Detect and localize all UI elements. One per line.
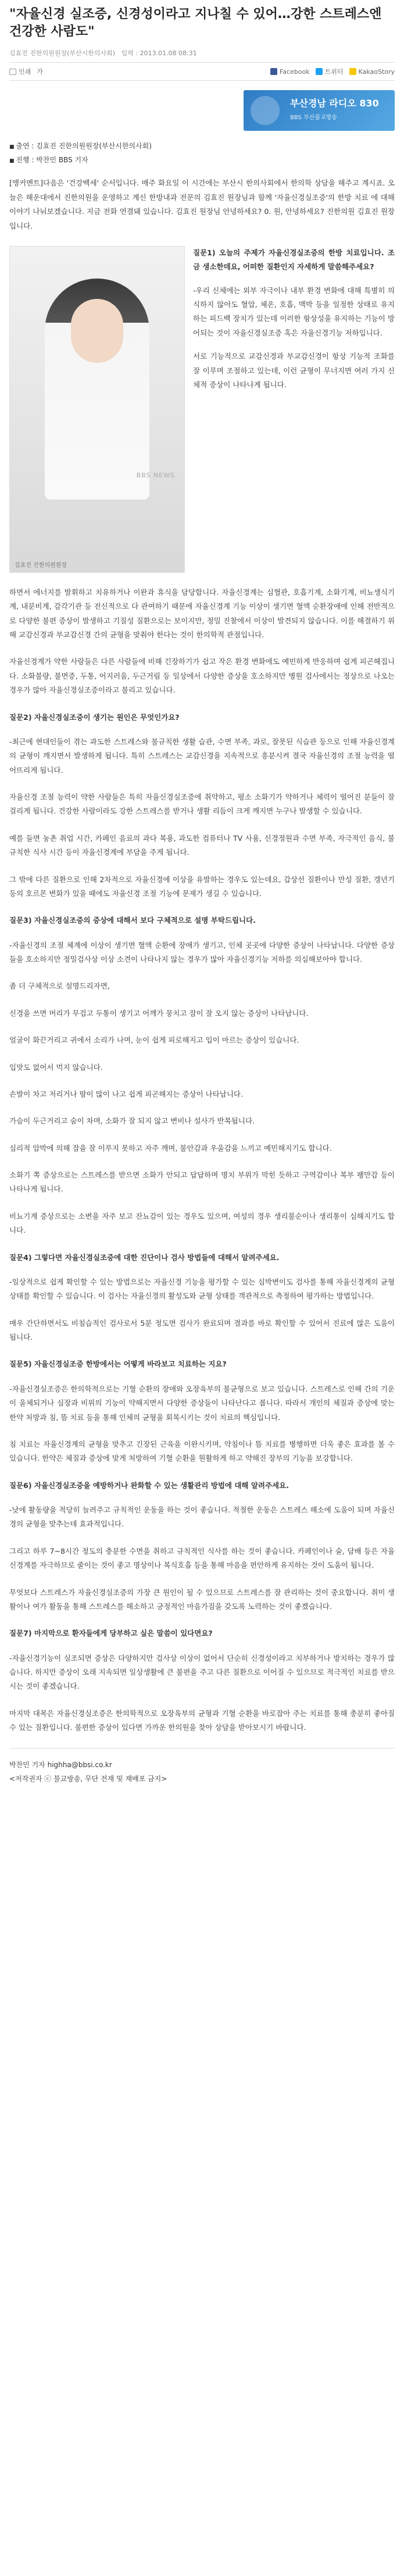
- print-button[interactable]: 인쇄: [9, 67, 31, 76]
- body-paragraph: -자율신경의 조절 체계에 이상이 생기면 혈액 순환에 장애가 생기고, 인체 곳곳에 다양한 증상이 나타납니다. 다양한 증상들을 호소하지만 정밀검사상 이상 소견이 나타나지 않는 경우가 많아 자율신경기능 저하를 의심해보아야 합니다.: [9, 940, 395, 964]
- host-line: ■ 진행 : 박찬민 BBS 기자: [9, 153, 395, 167]
- article-headline: "자율신경 실조증, 신경성이라고 지나칠 수 있어…강한 스트레스엔 건강한 사람도": [9, 7, 382, 39]
- feature-side-text: [193, 246, 395, 573]
- body-paragraph: 침 치료는 자율신경계의 균형을 맞추고 긴장된 근육을 이완시키며, 약침이나 뜸 치료를 병행하면 더욱 좋은 효과를 볼 수 있습니다. 한약은 체질과 증상에 맞게 처방하여 기혈 순환을 원활하게 하고 약해진 장부의 기능을 보강합니다.: [9, 1439, 395, 1463]
- kakaostory-share-button[interactable]: KakaoStory: [349, 68, 395, 76]
- body-paragraph: -낮에 활동량을 적당히 늘려주고 규칙적인 운동을 하는 것이 좋습니다. 적절한 운동은 스트레스 해소에 도움이 되며 자율신경의 균형을 맞추는데 효과적입니다.: [9, 1505, 395, 1529]
- body-paragraph: -일상적으로 쉽게 확인할 수 있는 방법으로는 자율신경 기능을 평가할 수 있는 심박변이도 검사를 통해 자율신경계의 균형 상태를 확인할 수 있습니다. 이 검사는 자율신경의 활성도와 균형 상태를 객관적으로 측정하여 평가하는 방법입니다.: [9, 1277, 395, 1301]
- publish-date: 입력 : 2013.01.08 08:31: [121, 49, 197, 58]
- font-size-button[interactable]: [37, 67, 43, 76]
- body-paragraph: 예를 들면 농촌 취업 시간, 카페인 음료의 과다 복용, 과도한 컴퓨터나 TV 사용, 신경정원과 수면 부족, 자극적인 음식, 불규칙한 식사 시간 등이 자율신경계에 부담을 주게 됩니다.: [9, 833, 395, 857]
- body-paragraph: 매우 간단하면서도 비침습적인 검사로서 5분 정도면 검사가 완료되며 결과를 바로 확인할 수 있어서 진료에 많은 도움이 됩니다.: [9, 1318, 395, 1341]
- question-heading: 질문2) 자율신경실조증이 생기는 원인은 무엇인가요?: [9, 712, 180, 722]
- body-paragraph: 비뇨기계 증상으로는 소변을 자주 보고 잔뇨감이 있는 경우도 있으며, 여성의 경우 생리불순이나 생리통이 심해지기도 합니다.: [9, 1211, 395, 1235]
- banner-title: 부산경남 라디오 830: [290, 98, 379, 109]
- banner-subtitle: BBS 부산불교방송: [290, 115, 338, 122]
- body-paragraph: 자율신경계가 약한 사람들은 다른 사람들에 비해 긴장하기가 쉽고 작은 환경 변화에도 예민하게 반응하며 쉽게 피곤해집니다. 소화불량, 불면증, 두통, 어지러움, 두근거림 등 일상에서 다양한 증상을 호소하지만 병원 검사에서는 정상으로 나오는 경우가 많아 자율신경실조증이라고 불리고 있습니다.: [9, 657, 395, 695]
- photo-watermark: BBS NEWS: [136, 471, 175, 479]
- body-paragraph: 무엇보다 스트레스가 자율신경실조증의 가장 큰 원인이 될 수 있으므로 스트레스를 잘 관리하는 것이 중요합니다. 취미 생활이나 여가 활동을 통해 스트레스를 해소하고 긍정적인 마음가짐을 갖도록 노력하는 것이 좋겠습니다.: [9, 1587, 395, 1611]
- body-paragraph: 자율신경 조절 능력이 약한 사람들은 특히 자율신경실조증에 취약하고, 평소 소화기가 약하거나 체력이 떨어진 분들이 잘 걸리게 됩니다. 건강한 사람이라도 강한 스트레스를 받거나 생활 리듬이 크게 깨지면 누구나 발생할 수 있습니다.: [9, 793, 395, 816]
- article-toolbar: [9, 62, 395, 81]
- body-paragraph: 마지막 대목은 자율신경실조증은 한의학적으로 오장육부의 균형과 기혈 순환을 바로잡아 주는 치료를 통해 충분히 좋아질 수 있는 질환입니다. 불편한 증상이 있다면 가까운 한의원을 찾아 상담을 받아보시기 바랍니다.: [9, 1708, 395, 1732]
- twitter-share-button[interactable]: 트위터: [316, 67, 344, 76]
- body-paragraph: 소화기 쪽 증상으로는 스트레스를 받으면 소화가 안되고 답답하며 명치 부위가 막힌 듯하고 구역감이나 복부 팽만감 등이 나타나게 됩니다.: [9, 1171, 395, 1194]
- reporter-line: 박찬민 기자 highha@bbsi.co.kr: [9, 1760, 112, 1769]
- radio-banner[interactable]: [244, 90, 395, 131]
- body-paragraph: 손발이 차고 저리거나 땀이 많이 나고 쉽게 피곤해지는 증상이 나타납니다.: [9, 1089, 243, 1098]
- banner-logo-icon: [251, 96, 280, 125]
- body-paragraph: 얼굴이 화끈거리고 귀에서 소리가 나며, 눈이 쉽게 피로해지고 입이 마르는 증상이 있습니다.: [9, 1036, 299, 1045]
- article-byline: [9, 48, 395, 58]
- copyright-line: <저작권자 ⓒ 불교방송, 무단 전재 및 재배포 금지>: [9, 1774, 167, 1783]
- print-icon: [9, 69, 16, 75]
- question-heading: 질문3) 자율신경실조증의 증상에 대해서 보다 구체적으로 설명 부탁드립니다.: [9, 916, 256, 925]
- question-heading: 질문6) 자율신경실조증을 예방하거나 완화할 수 있는 생활관리 방법에 대해 알려주세요.: [9, 1480, 289, 1490]
- body-paragraph: -자율신경실조증은 한의학적으로는 기혈 순환의 장애와 오장육부의 불균형으로 보고 있습니다. 스트레스로 인해 간의 기운이 울체되거나 심장과 비위의 기능이 약해지면서 다양한 증상들이 나타난다고 봅니다. 따라서 개인의 체질과 증상에 맞는 한약 처방과 침, 뜸 치료 등을 통해 인체의 균형을 회복시키는 것이 치료의 핵심입니다.: [9, 1384, 395, 1422]
- twitter-icon: [316, 68, 323, 75]
- photo-caption: 김효진 진한의원원장: [15, 562, 67, 569]
- author: 김효진 진한의원원장(부산시한의사회): [9, 49, 116, 58]
- question-heading: 질문7) 마지막으로 환자들에게 당부하고 싶은 말씀이 있다면요?: [9, 1629, 213, 1638]
- guest-info: [9, 139, 395, 167]
- body-paragraph: 신경을 쓰면 머리가 무겁고 두통이 생기고 어깨가 뭉치고 잠이 잘 오지 않는 증상이 나타납니다.: [9, 1008, 309, 1018]
- facebook-icon: [270, 68, 277, 75]
- intro-paragraph: [앵커멘트]다음은 '건강백세' 순서입니다. 매주 화요일 이 시간에는 부산시 한의사회에서 한의학 상담을 해주고 계시죠. 오늘은 해운대에서 진한의원을 운영하고 계신 한방내과 전문의 김효진 원장님과 함께 '자율신경실조증'의 한방 치료 에 대해 이야기 나눠보겠습니다. 지금 전화 연결돼 있습니다. 김효진 원장님 안녕하세요? 0. 원, 안녕하세요? 진한의원 김효진 원장입니다.: [9, 179, 395, 230]
- answer-paragraph: -우리 신체에는 외부 자극이나 내부 환경 변화에 대해 특별히 의식하지 않아도 혈압, 체온, 호흡, 맥박 등을 일정한 상태로 유지하는 피드백 장치가 있는데 이러한 항상성을 유지하는 기능이 방어되는 것이 자율신경실조증 혹은 자율신경기능 저하입니다.: [193, 286, 395, 337]
- kakaostory-icon: [349, 68, 356, 75]
- question-1: 질문1) 오늘의 주제가 자율신경실조증의 한방 치료입니다. 조금 생소한데요, 어떠한 질환인지 자세하게 말씀해주세요?: [193, 248, 395, 272]
- guest-line: ■ 출연 : 김효진 진한의원원장(부산시한의사회): [9, 139, 395, 153]
- article-footer: [9, 1758, 395, 1786]
- body-paragraph: 그 밖에 다른 질환으로 인해 2차적으로 자율신경에 이상을 유발하는 경우도 있는데요, 갑상선 질환이나 만성 질환, 갱년기 등의 호르몬 변화가 있을 때에도 자율신경 조절 기능에 문제가 생길 수 있습니다.: [9, 875, 395, 898]
- question-heading: 질문5) 자율신경실조증 한방에서는 어떻게 바라보고 치료하는 지요?: [9, 1360, 227, 1369]
- body-paragraph: -자율신경기능이 실조되면 증상은 다양하지만 검사상 이상이 없어서 단순히 신경성이라고 치부하거나 방치하는 경우가 많습니다. 하지만 증상이 오래 지속되면 일상생활에 큰 불편을 주고 다른 질환으로 이어질 수 있으므로 적극적인 치료를 받으시는 것이 좋겠습니다.: [9, 1653, 395, 1691]
- answer-paragraph: 서로 기능적으로 교감신경과 부교감신경이 항상 기능적 조화를 잘 이루며 조절하고 있는데, 이런 균형이 무너지면 여러 가지 신체적 증상이 나타나게 됩니다.: [193, 352, 395, 389]
- body-paragraph: -최근에 현대인들이 겪는 과도한 스트레스와 불규칙한 생활 습관, 수면 부족, 과로, 잘못된 식습관 등으로 인해 자율신경계의 균형이 깨지면서 발생하게 됩니다. 특히 스트레스는 교감신경을 지속적으로 흥분시켜 결국 자율신경의 조절 능력을 떨어뜨리게 됩니다.: [9, 737, 395, 775]
- question-heading: 질문4) 그렇다면 자율신경실조증에 대한 진단이나 검사 방법들에 대해서 알려주세요.: [9, 1253, 280, 1262]
- facebook-share-button[interactable]: Facebook: [270, 68, 310, 76]
- body-paragraph: 좀 더 구체적으로 설명드리자면,: [9, 982, 110, 991]
- body-paragraph: 하면서 에너지를 발휘하고 치유하거나 이완과 휴식을 담당합니다. 자율신경계는 심혈관, 호흡기계, 소화기계, 비뇨생식기계, 내분비계, 감각기관 등 전신적으로 다 관여하기 때문에 자율신경계 기능 이상이 생기면 혈액 순환장애에 인해 전반적으로 다양한 불편 증상이 발생하고 기질성 질환으로는 보이지만, 정밀 진찰에서 이상이 발견되지 않습니다. 이를 해결하기 위해 교감신경과 부교감신경 간의 균형을 맞춰야 한다는 것이 한의학적 관점입니다.: [9, 587, 395, 639]
- body-paragraph: 심리적 압박에 의해 잠을 잘 이루지 못하고 자주 깨며, 불안감과 우울감을 느끼고 예민해지기도 합니다.: [9, 1143, 332, 1153]
- body-paragraph: 입맛도 없어서 먹지 않습니다.: [9, 1062, 103, 1072]
- feature-block: [9, 246, 395, 573]
- body-paragraph: 가슴이 두근거리고 숨이 차며, 소화가 잘 되지 않고 변비나 설사가 반복됩니다.: [9, 1116, 255, 1126]
- font-size-icon: 가: [37, 68, 43, 76]
- guest-photo: [9, 246, 185, 573]
- body-paragraph: 그리고 하루 7~8시간 정도의 충분한 수면을 취하고 규칙적인 식사를 하는 것이 좋습니다. 카페인이나 술, 담배 등은 자율신경계를 자극하므로 줄이는 것이 좋고 명상이나 복식호흡 등을 통해 마음을 편안하게 유지하는 것이 도움이 됩니다.: [9, 1546, 395, 1570]
- article-body: [9, 586, 395, 1735]
